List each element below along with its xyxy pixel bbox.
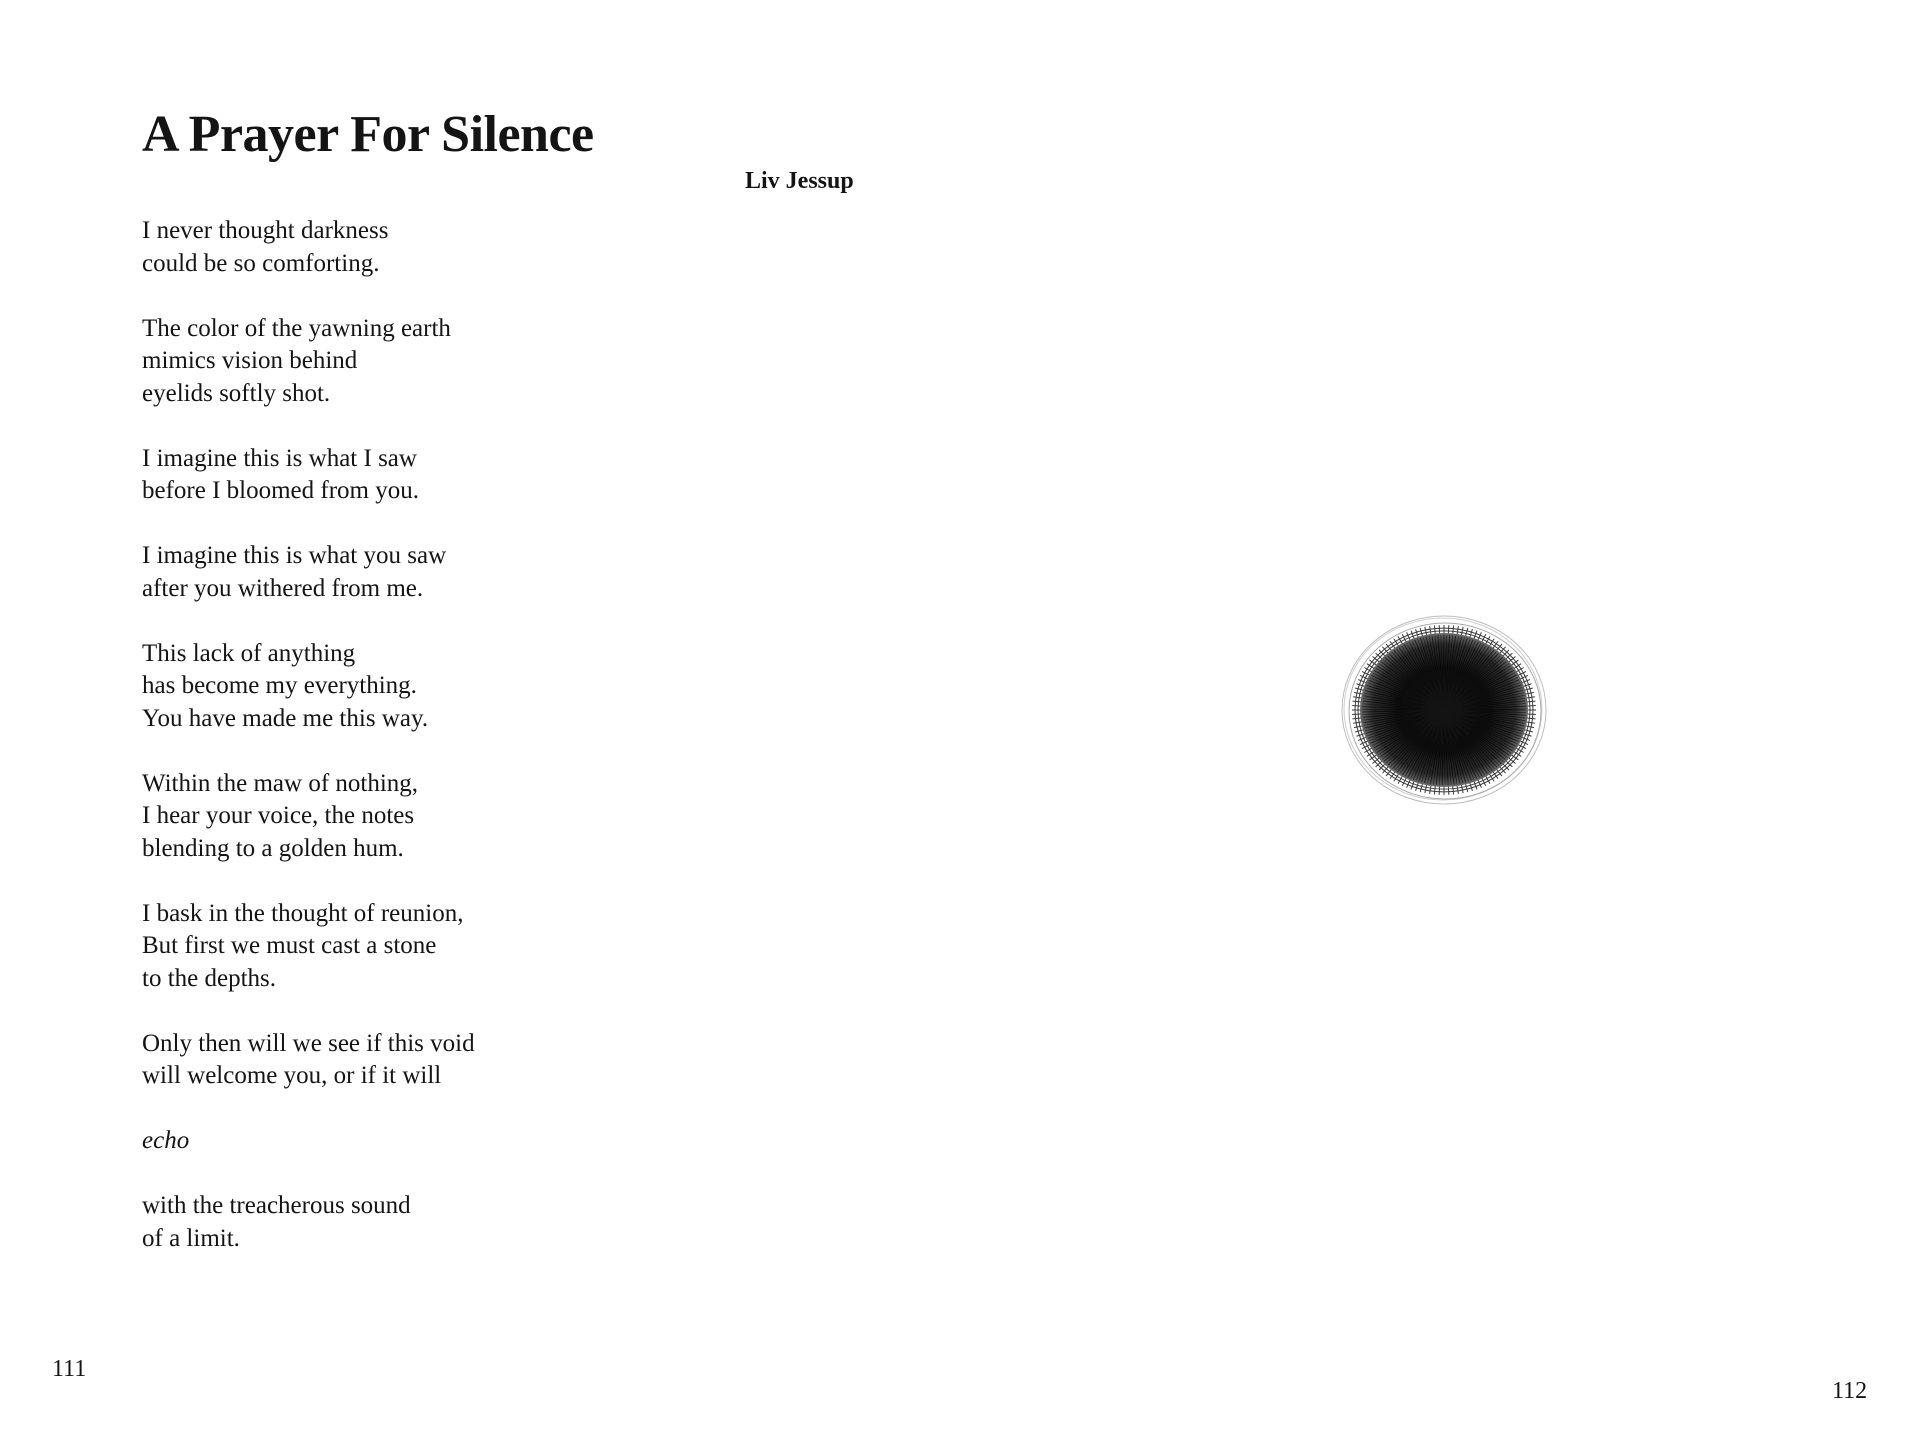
- stanza: [142, 638, 742, 736]
- poem-line: I hear your voice, the notes: [142, 802, 415, 829]
- stanza: [142, 215, 742, 280]
- poem-line: I bask in the thought of reunion,: [142, 899, 464, 927]
- poem-body: [142, 215, 742, 1288]
- poem-line: with the treacherous sound: [142, 1192, 411, 1219]
- poem-line: after you withered from me.: [142, 574, 424, 602]
- stanza: [142, 898, 742, 996]
- page-number-right: 112: [1832, 1378, 1868, 1404]
- poem-line: But first we must cast a stone: [142, 932, 437, 959]
- poem-line: Within the maw of nothing,: [142, 769, 419, 797]
- stanza: [142, 1190, 742, 1255]
- poem-line: I imagine this is what I saw: [142, 444, 417, 472]
- poem-line: could be so comforting.: [142, 249, 380, 277]
- stanza: [142, 768, 742, 866]
- stanza: [142, 1125, 742, 1158]
- poem-line: eyelids softly shot.: [142, 379, 331, 407]
- poem-author: Liv Jessup: [745, 168, 854, 194]
- poem-line: before I bloomed from you.: [142, 477, 420, 504]
- poem-line: I never thought darkness: [142, 217, 389, 244]
- stanza: [142, 1028, 742, 1093]
- poem-line: Only then will we see if this void: [142, 1029, 475, 1057]
- poem-line: to the depths.: [142, 964, 277, 992]
- poem-line: echo: [142, 1127, 190, 1154]
- stanza: [142, 313, 742, 411]
- poem-line: You have made me this way.: [142, 704, 429, 732]
- dark-void-circle-icon: [1338, 612, 1550, 808]
- poem-title: A Prayer For Silence: [142, 106, 594, 163]
- poem-line: The color of the yawning earth: [142, 314, 451, 342]
- stanza: [142, 443, 742, 508]
- poem-line: has become my everything.: [142, 672, 417, 699]
- poem-line: blending to a golden hum.: [142, 834, 404, 862]
- poem-line: I imagine this is what you saw: [142, 542, 447, 569]
- poem-line: will welcome you, or if it will: [142, 1062, 442, 1089]
- poem-line: mimics vision behind: [142, 347, 358, 374]
- stanza: [142, 540, 742, 605]
- poem-line: This lack of anything: [142, 639, 356, 667]
- page-number-left: 111: [52, 1356, 87, 1382]
- poem-line: of a limit.: [142, 1224, 240, 1252]
